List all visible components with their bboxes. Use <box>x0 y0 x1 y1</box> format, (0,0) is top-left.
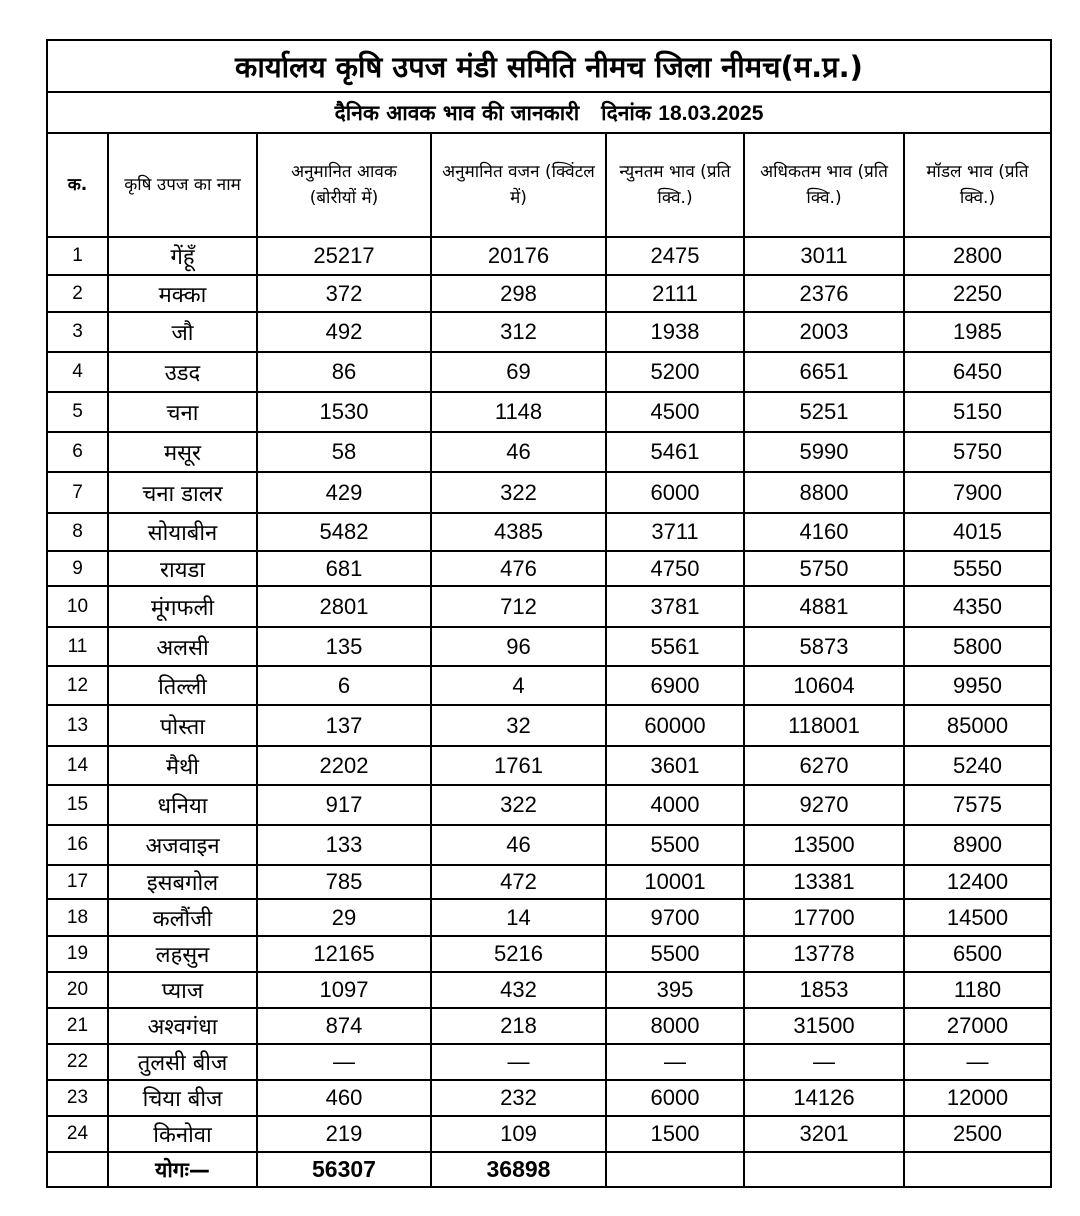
weight-cell: 218 <box>431 1008 606 1044</box>
arrival-bags-cell: 1097 <box>257 972 431 1008</box>
min-price-cell: 3711 <box>606 513 744 551</box>
serial-cell: 20 <box>47 972 108 1008</box>
arrival-bags-cell: 219 <box>257 1116 431 1152</box>
crop-name-cell: तिल्ली <box>108 666 257 705</box>
table-row <box>47 1008 1051 1044</box>
max-price-cell: 9270 <box>744 785 904 825</box>
table-row <box>47 1116 1051 1152</box>
modal-price-cell: 5240 <box>904 746 1051 785</box>
modal-price-cell: 27000 <box>904 1008 1051 1044</box>
header-max-price: अधिकतम भाव (प्रति क्वि.) <box>744 133 904 237</box>
weight-cell: 322 <box>431 472 606 513</box>
crop-name-cell: तुलसी बीज <box>108 1044 257 1080</box>
table-row <box>47 1080 1051 1116</box>
min-price-cell: 2111 <box>606 275 744 312</box>
weight-cell: 32 <box>431 705 606 746</box>
weight-cell: 232 <box>431 1080 606 1116</box>
subtitle-row <box>47 92 1051 133</box>
arrival-bags-cell: 58 <box>257 432 431 472</box>
mandi-rate-table <box>46 39 1052 1188</box>
header-modal-price: मॉडल भाव (प्रति क्वि.) <box>904 133 1051 237</box>
arrival-bags-cell: — <box>257 1044 431 1080</box>
max-price-cell: 5251 <box>744 392 904 432</box>
max-price-cell: 17700 <box>744 899 904 936</box>
arrival-bags-cell: 429 <box>257 472 431 513</box>
crop-name-cell: चना डालर <box>108 472 257 513</box>
crop-name-cell: चिया बीज <box>108 1080 257 1116</box>
arrival-bags-cell: 2801 <box>257 586 431 627</box>
min-price-cell: — <box>606 1044 744 1080</box>
min-price-cell: 1500 <box>606 1116 744 1152</box>
date-label: दिनांक <box>601 100 651 125</box>
serial-cell: 6 <box>47 432 108 472</box>
table-row <box>47 746 1051 785</box>
crop-name-cell: रायडा <box>108 551 257 586</box>
title-row <box>47 40 1051 92</box>
modal-price-cell: 14500 <box>904 899 1051 936</box>
min-price-cell: 4500 <box>606 392 744 432</box>
weight-cell: 298 <box>431 275 606 312</box>
weight-cell: — <box>431 1044 606 1080</box>
modal-price-cell: 5550 <box>904 551 1051 586</box>
max-price-cell: 5873 <box>744 627 904 666</box>
arrival-bags-cell: 2202 <box>257 746 431 785</box>
max-price-cell: 6270 <box>744 746 904 785</box>
total-blank-cell <box>744 1152 904 1187</box>
header-row <box>47 133 1051 237</box>
modal-price-cell: 8900 <box>904 825 1051 865</box>
weight-cell: 312 <box>431 312 606 352</box>
arrival-bags-cell: 133 <box>257 825 431 865</box>
header-min-price: न्युनतम भाव (प्रति क्वि.) <box>606 133 744 237</box>
crop-name-cell: मैथी <box>108 746 257 785</box>
min-price-cell: 6900 <box>606 666 744 705</box>
weight-cell: 432 <box>431 972 606 1008</box>
min-price-cell: 2475 <box>606 237 744 275</box>
arrival-bags-cell: 5482 <box>257 513 431 551</box>
table-row <box>47 513 1051 551</box>
modal-price-cell: 6450 <box>904 352 1051 392</box>
min-price-cell: 3601 <box>606 746 744 785</box>
modal-price-cell: 2800 <box>904 237 1051 275</box>
report-subtitle <box>47 92 1051 133</box>
max-price-cell: 13500 <box>744 825 904 865</box>
crop-name-cell: मसूर <box>108 432 257 472</box>
min-price-cell: 60000 <box>606 705 744 746</box>
serial-cell: 13 <box>47 705 108 746</box>
serial-cell: 10 <box>47 586 108 627</box>
table-row <box>47 392 1051 432</box>
arrival-bags-cell: 12165 <box>257 936 431 972</box>
crop-name-cell: किनोवा <box>108 1116 257 1152</box>
arrival-bags-cell: 86 <box>257 352 431 392</box>
total-weight: 36898 <box>431 1152 606 1187</box>
table-row <box>47 432 1051 472</box>
table-row <box>47 472 1051 513</box>
weight-cell: 69 <box>431 352 606 392</box>
min-price-cell: 5561 <box>606 627 744 666</box>
modal-price-cell: 85000 <box>904 705 1051 746</box>
min-price-cell: 3781 <box>606 586 744 627</box>
crop-name-cell: उडद <box>108 352 257 392</box>
modal-price-cell: 5750 <box>904 432 1051 472</box>
serial-cell: 4 <box>47 352 108 392</box>
header-serial: क. <box>47 133 108 237</box>
serial-cell: 14 <box>47 746 108 785</box>
max-price-cell: 2003 <box>744 312 904 352</box>
table-row <box>47 825 1051 865</box>
crop-name-cell: लहसुन <box>108 936 257 972</box>
table-row <box>47 972 1051 1008</box>
arrival-bags-cell: 137 <box>257 705 431 746</box>
arrival-bags-cell: 917 <box>257 785 431 825</box>
table-row <box>47 627 1051 666</box>
modal-price-cell: — <box>904 1044 1051 1080</box>
table-row <box>47 237 1051 275</box>
crop-name-cell: गेंहूँ <box>108 237 257 275</box>
weight-cell: 476 <box>431 551 606 586</box>
serial-cell: 16 <box>47 825 108 865</box>
crop-name-cell: इसबगोल <box>108 865 257 899</box>
crop-name-cell: प्याज <box>108 972 257 1008</box>
arrival-bags-cell: 25217 <box>257 237 431 275</box>
weight-cell: 472 <box>431 865 606 899</box>
modal-price-cell: 2500 <box>904 1116 1051 1152</box>
total-label: योगः— <box>108 1152 257 1187</box>
header-arrival-bags: अनुमानित आवक (बोरीयों में) <box>257 133 431 237</box>
serial-cell: 19 <box>47 936 108 972</box>
arrival-bags-cell: 681 <box>257 551 431 586</box>
modal-price-cell: 7900 <box>904 472 1051 513</box>
total-arrival-bags: 56307 <box>257 1152 431 1187</box>
crop-name-cell: मूंगफली <box>108 586 257 627</box>
crop-name-cell: कलौंजी <box>108 899 257 936</box>
weight-cell: 1761 <box>431 746 606 785</box>
total-blank-cell <box>606 1152 744 1187</box>
modal-price-cell: 1180 <box>904 972 1051 1008</box>
max-price-cell: 13381 <box>744 865 904 899</box>
arrival-bags-cell: 492 <box>257 312 431 352</box>
report-date: 18.03.2025 <box>658 101 764 125</box>
min-price-cell: 395 <box>606 972 744 1008</box>
min-price-cell: 5200 <box>606 352 744 392</box>
weight-cell: 109 <box>431 1116 606 1152</box>
modal-price-cell: 12000 <box>904 1080 1051 1116</box>
arrival-bags-cell: 460 <box>257 1080 431 1116</box>
weight-cell: 712 <box>431 586 606 627</box>
table-row <box>47 352 1051 392</box>
max-price-cell: 3201 <box>744 1116 904 1152</box>
max-price-cell: 6651 <box>744 352 904 392</box>
max-price-cell: 5750 <box>744 551 904 586</box>
crop-name-cell: अश्वगंधा <box>108 1008 257 1044</box>
max-price-cell: 4881 <box>744 586 904 627</box>
table-row <box>47 275 1051 312</box>
min-price-cell: 5461 <box>606 432 744 472</box>
min-price-cell: 9700 <box>606 899 744 936</box>
max-price-cell: 14126 <box>744 1080 904 1116</box>
serial-cell: 17 <box>47 865 108 899</box>
max-price-cell: 8800 <box>744 472 904 513</box>
serial-cell: 23 <box>47 1080 108 1116</box>
table-row <box>47 312 1051 352</box>
serial-cell: 9 <box>47 551 108 586</box>
max-price-cell: 1853 <box>744 972 904 1008</box>
arrival-bags-cell: 372 <box>257 275 431 312</box>
modal-price-cell: 12400 <box>904 865 1051 899</box>
header-weight-quintal: अनुमानित वजन (क्विंटल में) <box>431 133 606 237</box>
weight-cell: 322 <box>431 785 606 825</box>
weight-cell: 14 <box>431 899 606 936</box>
max-price-cell: 10604 <box>744 666 904 705</box>
max-price-cell: 5990 <box>744 432 904 472</box>
table-row <box>47 586 1051 627</box>
modal-price-cell: 6500 <box>904 936 1051 972</box>
serial-cell: 15 <box>47 785 108 825</box>
weight-cell: 4 <box>431 666 606 705</box>
table-row <box>47 899 1051 936</box>
crop-name-cell: धनिया <box>108 785 257 825</box>
total-blank-cell <box>904 1152 1051 1187</box>
min-price-cell: 8000 <box>606 1008 744 1044</box>
arrival-bags-cell: 29 <box>257 899 431 936</box>
table-row <box>47 785 1051 825</box>
subtitle-label: दैनिक आवक भाव की जानकारी <box>334 100 580 125</box>
modal-price-cell: 7575 <box>904 785 1051 825</box>
page-title: कार्यालय कृषि उपज मंडी समिति नीमच जिला नीमच(म.प्र.) <box>47 40 1051 92</box>
serial-cell: 21 <box>47 1008 108 1044</box>
modal-price-cell: 1985 <box>904 312 1051 352</box>
serial-cell: 1 <box>47 237 108 275</box>
modal-price-cell: 9950 <box>904 666 1051 705</box>
arrival-bags-cell: 135 <box>257 627 431 666</box>
max-price-cell: 118001 <box>744 705 904 746</box>
serial-cell: 18 <box>47 899 108 936</box>
crop-name-cell: जौ <box>108 312 257 352</box>
min-price-cell: 1938 <box>606 312 744 352</box>
serial-cell: 5 <box>47 392 108 432</box>
arrival-bags-cell: 785 <box>257 865 431 899</box>
arrival-bags-cell: 6 <box>257 666 431 705</box>
arrival-bags-cell: 1530 <box>257 392 431 432</box>
serial-cell: 22 <box>47 1044 108 1080</box>
crop-name-cell: अजवाइन <box>108 825 257 865</box>
modal-price-cell: 5150 <box>904 392 1051 432</box>
min-price-cell: 4000 <box>606 785 744 825</box>
max-price-cell: 13778 <box>744 936 904 972</box>
weight-cell: 1148 <box>431 392 606 432</box>
weight-cell: 4385 <box>431 513 606 551</box>
max-price-cell: 31500 <box>744 1008 904 1044</box>
max-price-cell: 2376 <box>744 275 904 312</box>
table-row <box>47 1044 1051 1080</box>
min-price-cell: 10001 <box>606 865 744 899</box>
total-blank-cell <box>47 1152 108 1187</box>
crop-name-cell: चना <box>108 392 257 432</box>
serial-cell: 11 <box>47 627 108 666</box>
serial-cell: 2 <box>47 275 108 312</box>
weight-cell: 20176 <box>431 237 606 275</box>
crop-name-cell: मक्का <box>108 275 257 312</box>
min-price-cell: 4750 <box>606 551 744 586</box>
max-price-cell: — <box>744 1044 904 1080</box>
modal-price-cell: 5800 <box>904 627 1051 666</box>
table-row <box>47 865 1051 899</box>
modal-price-cell: 4350 <box>904 586 1051 627</box>
crop-name-cell: सोयाबीन <box>108 513 257 551</box>
serial-cell: 3 <box>47 312 108 352</box>
table-row <box>47 705 1051 746</box>
crop-name-cell: पोस्ता <box>108 705 257 746</box>
weight-cell: 46 <box>431 432 606 472</box>
max-price-cell: 3011 <box>744 237 904 275</box>
serial-cell: 12 <box>47 666 108 705</box>
table-row <box>47 936 1051 972</box>
serial-cell: 8 <box>47 513 108 551</box>
modal-price-cell: 4015 <box>904 513 1051 551</box>
weight-cell: 46 <box>431 825 606 865</box>
max-price-cell: 4160 <box>744 513 904 551</box>
crop-name-cell: अलसी <box>108 627 257 666</box>
serial-cell: 7 <box>47 472 108 513</box>
min-price-cell: 6000 <box>606 472 744 513</box>
arrival-bags-cell: 874 <box>257 1008 431 1044</box>
modal-price-cell: 2250 <box>904 275 1051 312</box>
min-price-cell: 6000 <box>606 1080 744 1116</box>
weight-cell: 96 <box>431 627 606 666</box>
serial-cell: 24 <box>47 1116 108 1152</box>
min-price-cell: 5500 <box>606 936 744 972</box>
table-row <box>47 551 1051 586</box>
weight-cell: 5216 <box>431 936 606 972</box>
min-price-cell: 5500 <box>606 825 744 865</box>
header-crop-name: कृषि उपज का नाम <box>108 133 257 237</box>
table-row <box>47 666 1051 705</box>
total-row <box>47 1152 1051 1187</box>
